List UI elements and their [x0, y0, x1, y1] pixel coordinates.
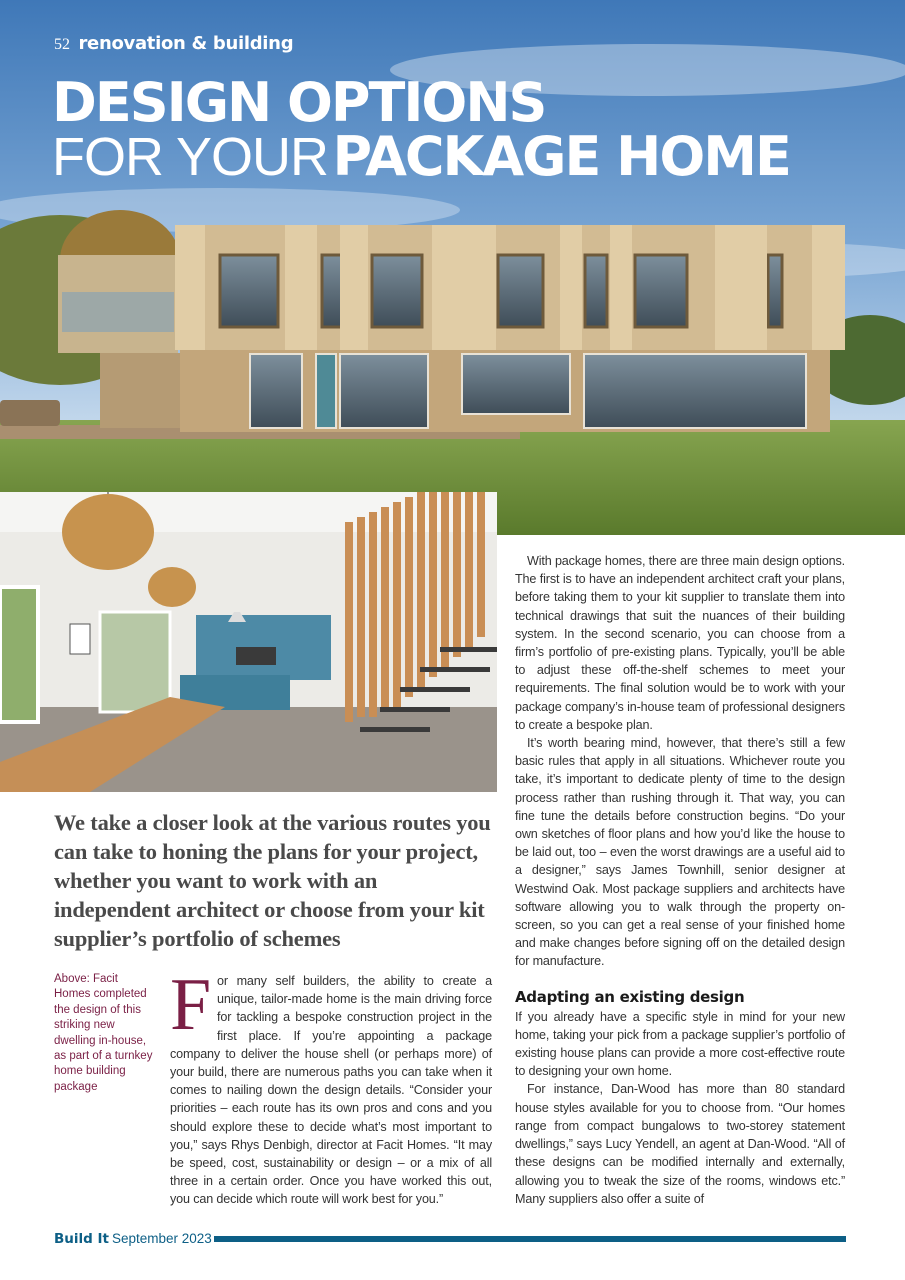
headline: [52, 71, 790, 198]
kitchen-interior-illustration: [0, 492, 497, 792]
oven: [236, 647, 276, 665]
lower-wing: [100, 353, 180, 428]
body-paragraph: It’s worth bearing mind, however, that there’s still a few basic rules that apply in all situations. Whichever route you take, it’s important to dedicate plenty of time to the design process rather than rushing through it. That way, you can fine tune the details before construction begins. “Do your own sketches of floor plans and how you’d like the house to be laid out, too – even the worst drawings are a useful aid to a designer,” says James Townhill, senior designer at Westwind Oak. Most package suppliers and architects have software allowing you to walk through the property on-screen, so you can get a real sense of your finished home and make changes before signing off on the detailed design for manufacture.: [515, 736, 845, 969]
footer-rule: [214, 1236, 846, 1242]
body-column-1: [170, 964, 492, 1209]
body-column-2: [515, 552, 845, 1208]
page-label: [54, 33, 293, 54]
pendant-lamp: [148, 567, 196, 607]
hero-photo: [0, 0, 905, 535]
left-window: [0, 587, 38, 722]
pendant-lamp: [62, 494, 154, 570]
section-name: renovation & building: [78, 33, 294, 54]
headline-line-1: DESIGN OPTIONS: [52, 71, 546, 134]
balcony-glass: [62, 292, 174, 332]
subheading: Adapting an existing design: [515, 987, 745, 1006]
side-window: [100, 612, 170, 712]
hot-tub: [0, 400, 60, 426]
headline-bold-words: PACKAGE HOME: [332, 125, 790, 188]
headline-line-2: [52, 125, 790, 198]
magazine-brand: Build It: [54, 1231, 109, 1247]
intro-text: or many self builders, the ability to create a unique, tailor-made home is the main driving force for tackling a bespoke construction project in the first place. If you’re appointing a package company to deliver the house shell (or perhaps more) of your build, there are numerous paths you can take when it comes to nailing down the design details. “Consider your priorities – each route has its own pros and cons and you should explore these to decide what’s most important to you,” says Rhys Denbigh, director at Facit Homes. “It may be speed, cost, sustainability or design – or a mix of all three in a certain order. Once you have worked this out, you can decide which route will work best for you.”: [170, 974, 492, 1207]
drop-cap: F: [170, 964, 212, 1046]
standfirst: We take a closer look at the various routes you can take to honing the plans for your project, whether you want to work with an independent architect or choose from your kit supplier’s portfolio of schemes: [54, 810, 491, 951]
body-paragraph: [170, 964, 492, 1209]
body-paragraph: With package homes, there are three main design options. The first is to have an independent architect craft your plans, before taking them to your kit supplier to translate them into technical drawings that suit the nuances of their building system. In the second scenario, you can choose from a firm’s portfolio of pre-existing plans. Typically, you’ll be able to adjust these off-the-shelf schemes to meet your requirements. The final solution would be to work with your package company’s in-house team of professional designers to create a bespoke plan.: [515, 554, 845, 732]
interior-photo: [0, 492, 497, 792]
body-paragraph: If you already have a specific style in mind for your new home, taking your pick from a package supplier’s portfolio of existing house plans can provide a more cost-effective route to designing your own home.: [515, 1009, 845, 1079]
wall-picture: [70, 624, 90, 654]
photo-caption: Above: Facit Homes completed the design of this striking new dwelling in-house, as part of a turnkey home building package: [54, 973, 153, 1093]
body-paragraph: For instance, Dan-Wood has more than 80 standard house styles available for you to choose from. “Our homes range from compact bungalows to two-storey statement dwellings,” says Lucy Yendell, an agent at Dan-Wood. “All of these designs can be modified internally and externally, allowing you to tweak the size of the rooms, windows etc.” Many suppliers also offer a suite of: [515, 1082, 845, 1206]
issue-date: September 2023: [112, 1231, 212, 1246]
headline-light-words: FOR YOUR: [52, 127, 329, 187]
page-footer: [54, 1230, 846, 1250]
page-number: 52: [54, 36, 70, 53]
